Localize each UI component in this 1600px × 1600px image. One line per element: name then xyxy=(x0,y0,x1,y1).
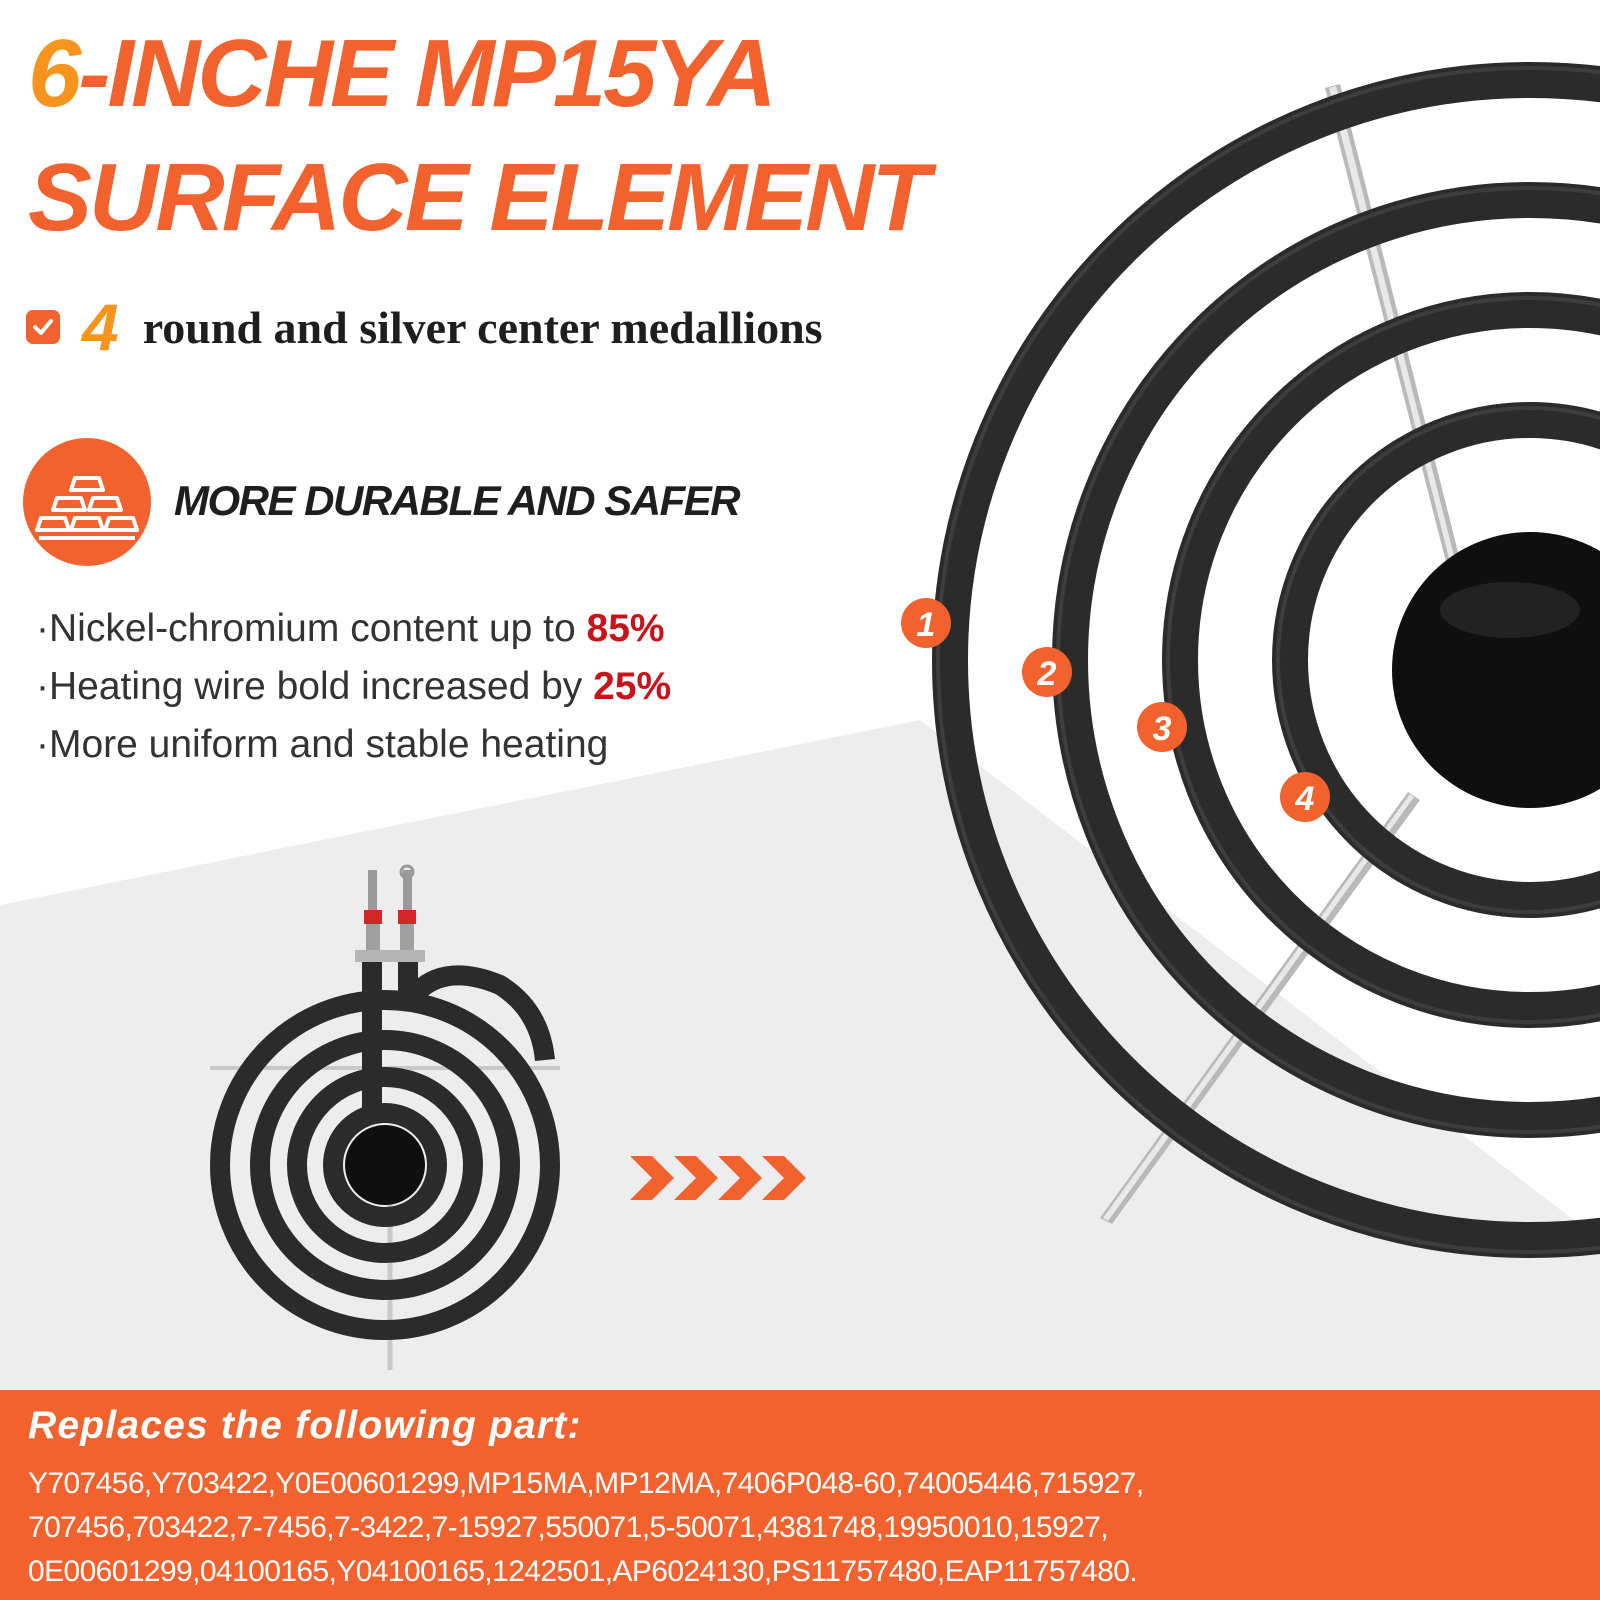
replacement-parts-title: Replaces the following part: xyxy=(28,1404,582,1447)
svg-text:4: 4 xyxy=(1295,780,1315,818)
feature-percent: 25% xyxy=(593,665,672,708)
svg-text:3: 3 xyxy=(1152,710,1172,748)
svg-text:1: 1 xyxy=(916,606,936,644)
medallions-row xyxy=(26,292,823,362)
part-numbers-line: 707456,703422,7-7456,7-3422,7-15927,550071,5-50071,4381748,19950010,15927, xyxy=(28,1511,1108,1544)
checkmark-icon xyxy=(26,310,60,344)
feature-percent: 85% xyxy=(586,607,665,650)
part-numbers-line: Y707456,Y703422,Y0E00601299,MP15MA,MP12MA,7406P048-60,74005446,715927, xyxy=(28,1467,1144,1500)
feature-item: ·More uniform and stable heating xyxy=(36,723,609,766)
page-title-line-1 xyxy=(28,20,774,127)
features-list xyxy=(36,600,671,774)
page-title-line-2: SURFACE ELEMENT xyxy=(28,144,928,251)
svg-text:2: 2 xyxy=(1037,655,1057,693)
feature-item: ·Nickel-chromium content up to 85% xyxy=(36,607,665,650)
chevron-right-arrows-icon xyxy=(630,1148,810,1208)
ring-label-1 xyxy=(901,598,951,648)
center-medallion xyxy=(1392,532,1600,808)
medallion-count: 4 xyxy=(82,290,119,364)
ring-label-3 xyxy=(1137,702,1187,752)
title-size-number: 6 xyxy=(28,20,79,127)
replacement-parts-banner xyxy=(0,1390,1600,1600)
medallion-description: round and silver center medallions xyxy=(142,301,823,353)
replacement-parts-list xyxy=(28,1462,1588,1594)
ring-label-2 xyxy=(1022,647,1072,697)
gold-bars-icon xyxy=(23,438,151,566)
small-burner xyxy=(210,866,560,1370)
feature-item: ·Heating wire bold increased by 25% xyxy=(36,665,672,708)
durable-heading: MORE DURABLE AND SAFER xyxy=(174,477,740,524)
part-numbers-line: 0E00601299,04100165,Y04100165,1242501,AP6024130,PS11757480,EAP11757480. xyxy=(28,1555,1138,1588)
title-model: -INCHE MP15YA xyxy=(78,20,774,127)
ring-label-4 xyxy=(1280,772,1330,822)
